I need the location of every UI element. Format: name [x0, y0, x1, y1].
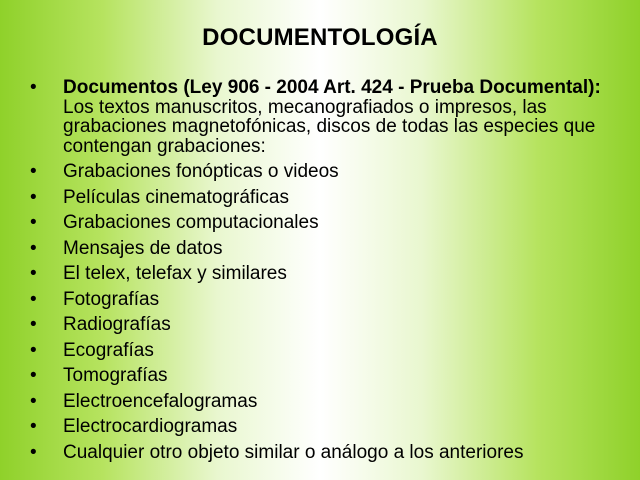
list-item-label: Radiografías — [63, 314, 171, 335]
list-item — [30, 417, 630, 437]
slide-title: DOCUMENTOLOGÍA — [202, 24, 438, 51]
bullet-icon: • — [30, 339, 37, 361]
list-item-label: Electrocardiogramas — [63, 416, 238, 437]
list-item — [30, 443, 630, 463]
list-item-documentos — [30, 78, 630, 156]
list-item — [30, 162, 630, 182]
list-item-description: Los textos manuscritos, mecanografiados o impresos, las grabaciones magnetofónicas, discos de todas las especies que contengan grabaciones: — [63, 96, 596, 157]
bullet-icon: • — [30, 212, 37, 233]
list-item-label: Ecografías — [63, 339, 154, 361]
bullet-icon: • — [30, 441, 37, 463]
list-item-label: Cualquier otro objeto similar o análogo a los anteriores — [63, 441, 524, 463]
list-item-label: Películas cinematográficas — [63, 186, 289, 208]
list-item — [30, 188, 630, 208]
list-item — [30, 341, 630, 361]
list-item — [30, 213, 630, 233]
bullet-list — [30, 78, 630, 468]
bullet-icon: • — [30, 288, 37, 310]
list-item-label: Grabaciones computacionales — [63, 212, 319, 233]
list-item — [30, 392, 630, 412]
list-item-label: Grabaciones fonópticas o videos — [63, 161, 339, 182]
bullet-icon: • — [30, 237, 37, 259]
list-item — [30, 366, 630, 386]
bullet-icon: • — [30, 263, 37, 284]
list-item-bold-heading: Documentos (Ley 906 - 2004 Art. 424 - Prueba Documental): — [63, 77, 601, 98]
list-item — [30, 239, 630, 259]
list-item-label: Tomografías — [63, 365, 168, 386]
list-item — [30, 264, 630, 284]
bullet-icon: • — [30, 365, 37, 386]
bullet-icon: • — [30, 77, 37, 98]
bullet-icon: • — [30, 314, 37, 335]
bullet-icon: • — [30, 390, 37, 412]
bullet-icon: • — [30, 161, 37, 182]
list-item-label: El telex, telefax y similares — [63, 263, 287, 284]
list-item-label: Electroencefalogramas — [63, 390, 258, 412]
bullet-icon: • — [30, 186, 37, 208]
list-item-label: Mensajes de datos — [63, 237, 223, 259]
list-item — [30, 290, 630, 310]
list-item-label: Fotografías — [63, 288, 160, 310]
list-item — [30, 315, 630, 335]
bullet-icon: • — [30, 416, 37, 437]
